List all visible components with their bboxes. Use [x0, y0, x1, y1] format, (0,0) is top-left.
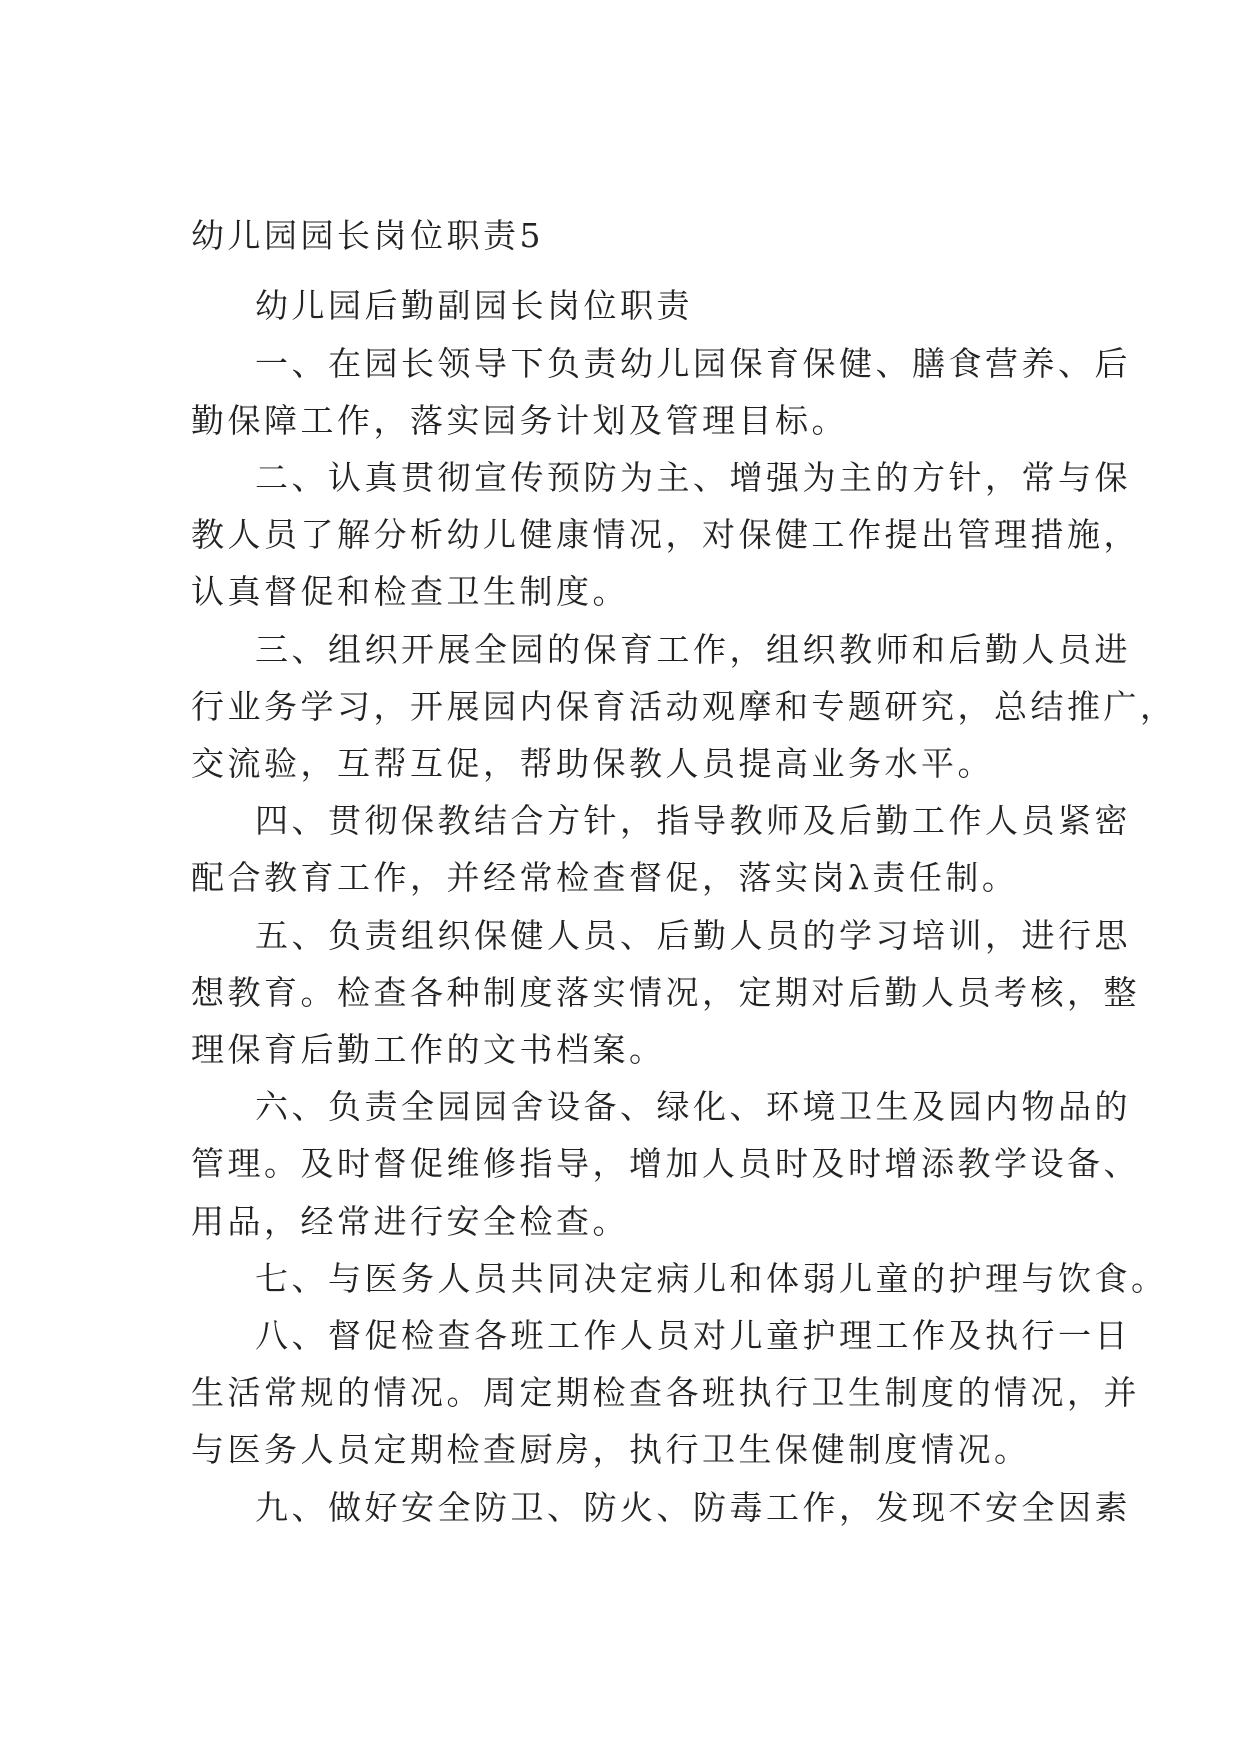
paragraph-line: 八、督促检查各班工作人员对儿童护理工作及执行一日 [255, 1316, 1131, 1355]
document-heading: 幼儿园园长岗位职责5 [191, 216, 544, 255]
paragraph-line: 管理。及时督促维修指导，增加人员时及时增添教学设备、 [191, 1144, 1140, 1183]
paragraph-line: 一、在园长领导下负责幼儿园保育保健、膳食营养、后 [255, 344, 1131, 383]
paragraph-line: 勤保障工作，落实园务计划及管理目标。 [191, 401, 848, 440]
paragraph-line: 三、组织开展全园的保育工作，组织教师和后勤人员进 [255, 630, 1131, 669]
paragraph-line: 四、贯彻保教结合方针，指导教师及后勤工作人员紧密 [255, 801, 1131, 840]
paragraph-line: 行业务学习，开展园内保育活动观摩和专题研究，总结推广， [191, 687, 1177, 726]
paragraph-line: 用品，经常进行安全检查。 [191, 1202, 629, 1241]
paragraph-line: 认真督促和检查卫生制度。 [191, 572, 629, 611]
paragraph-line: 生活常规的情况。周定期检查各班执行卫生制度的情况，并 [191, 1373, 1140, 1412]
paragraph-line: 九、做好安全防卫、防火、防毒工作，发现不安全因素 [255, 1488, 1131, 1527]
document-subtitle: 幼儿园后勤副园长岗位职责 [255, 286, 693, 325]
paragraph-line: 交流验，互帮互促，帮助保教人员提高业务水平。 [191, 744, 994, 783]
paragraph-line: 教人员了解分析幼儿健康情况，对保健工作提出管理措施， [191, 515, 1140, 554]
paragraph-line: 六、负责全园园舍设备、绿化、环境卫生及园内物品的 [255, 1087, 1131, 1126]
paragraph-line: 七、与医务人员共同决定病儿和体弱儿童的护理与饮食。 [255, 1259, 1168, 1298]
paragraph-line: 配合教育工作，并经常检查督促，落实岗λ责任制。 [191, 858, 1019, 897]
paragraph-line: 与医务人员定期检查厨房，执行卫生保健制度情况。 [191, 1430, 1031, 1469]
paragraph-line: 理保育后勤工作的文书档案。 [191, 1030, 666, 1069]
paragraph-line: 二、认真贯彻宣传预防为主、增强为主的方针，常与保 [255, 458, 1131, 497]
paragraph-line: 想教育。检查各种制度落实情况，定期对后勤人员考核，整 [191, 973, 1140, 1012]
paragraph-line: 五、负责组织保健人员、后勤人员的学习培训，进行思 [255, 916, 1131, 955]
